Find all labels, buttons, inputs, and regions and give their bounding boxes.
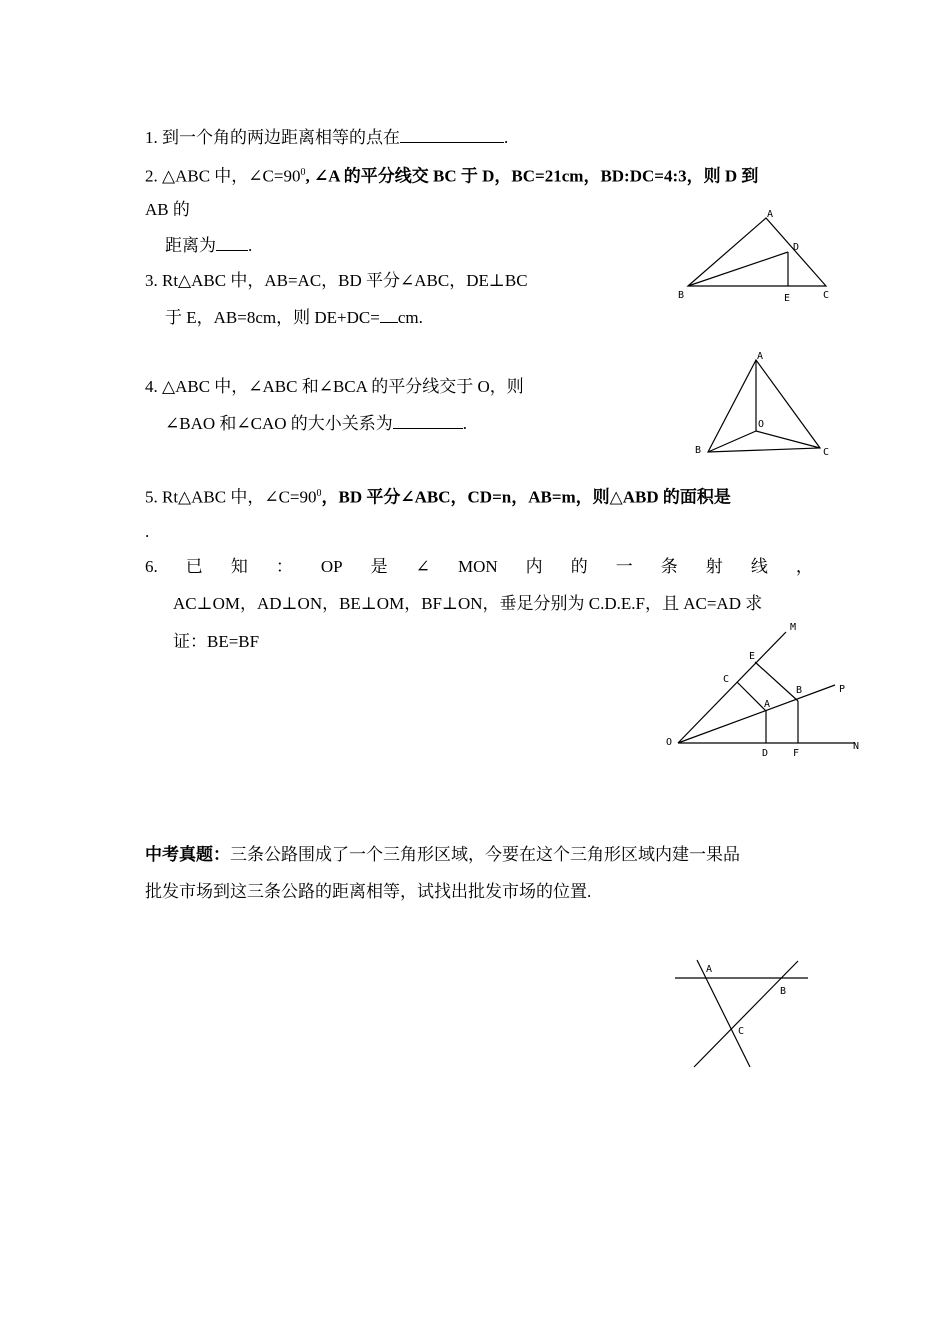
fig2-label-a: A — [757, 351, 764, 362]
q6-token: ： — [275, 557, 293, 576]
fig3-label-o: O — [666, 737, 673, 748]
q5-line2: . — [145, 522, 150, 541]
fig2-label-c: C — [823, 447, 830, 458]
q6-token: 的 — [570, 557, 588, 576]
q4-line2 — [165, 412, 467, 435]
q6-token: MON — [457, 557, 498, 576]
fig2-label-b: B — [695, 445, 702, 456]
figure-triangle-o — [690, 345, 840, 460]
exam-label: 中考真题： — [145, 845, 230, 864]
exam-line1 — [145, 844, 740, 866]
exam-text-1: 三条公路围成了一个三角形区域，今要在这个三角形区域内建一果品 — [230, 845, 740, 864]
fig2-segment-co — [756, 431, 820, 448]
fig3-label-m: M — [790, 622, 797, 633]
q3-line2 — [165, 306, 423, 329]
fig3-ray-om — [678, 632, 786, 743]
q4-text: ∠BAO 和∠CAO 的大小关系为 — [165, 414, 393, 433]
fig3-label-d: D — [762, 748, 769, 759]
q6-token: 内 — [525, 557, 543, 576]
fig4-label-c: C — [738, 1026, 745, 1037]
q1-blank[interactable] — [400, 126, 504, 143]
fig2-triangle — [708, 360, 820, 452]
fig3-label-n: N — [853, 741, 860, 752]
question-1 — [145, 126, 508, 149]
q2-line2: AB 的 — [145, 200, 190, 219]
q2-distance-label: 距离为 — [165, 236, 216, 255]
q6-token: 是 — [370, 557, 388, 576]
fig1-label-c: C — [823, 290, 830, 301]
fig3-label-b: B — [796, 685, 803, 696]
q1-text: 1. 到一个角的两边距离相等的点在 — [145, 128, 400, 147]
q6-token: ， — [795, 557, 813, 576]
fig4-road-bc — [694, 961, 798, 1067]
fig1-label-e: E — [784, 293, 791, 304]
q6-token: 射 — [705, 557, 723, 576]
q3-blank[interactable] — [380, 306, 398, 323]
figure-three-roads — [670, 955, 815, 1075]
figure-angle-mon — [660, 615, 870, 765]
q4-line1: 4. △ABC 中，∠ABC 和∠BCA 的平分线交于 O，则 — [145, 377, 524, 396]
q6-line2: AC⊥OM，AD⊥ON，BE⊥OM，BF⊥ON，垂足分别为 C.D.E.F，且 AC=AD 求 — [173, 594, 763, 613]
q6-token: 知 — [230, 557, 248, 576]
q2-end: . — [248, 236, 253, 255]
fig4-road-ac — [697, 960, 750, 1067]
fig1-triangle — [688, 218, 826, 286]
q6-token: 一 — [615, 557, 633, 576]
q3-line1: 3. Rt△ABC 中，AB=AC，BD 平分∠ABC，DE⊥BC — [145, 271, 528, 290]
exam-line2: 批发市场到这三条公路的距离相等，试找出批发市场的位置. — [145, 882, 592, 901]
q6-token: OP — [320, 557, 343, 576]
q6-token: 6. — [145, 557, 158, 576]
q6-token: 线 — [750, 557, 768, 576]
question-5 — [145, 483, 731, 509]
q6-line1 — [145, 556, 813, 578]
fig2-segment-bo — [708, 431, 756, 452]
fig3-label-a: A — [764, 699, 771, 710]
q5-line1b: ，BD 平分∠ABC，CD=n，AB=m，则△ABD 的面积是 — [321, 487, 731, 507]
fig3-label-f: F — [793, 748, 800, 759]
q5-line1a: 5. Rt△ABC 中，∠C=90 — [145, 487, 317, 507]
fig3-label-e: E — [749, 651, 756, 662]
question-2 — [145, 162, 758, 188]
q6-line3: 证：BE=BF — [173, 632, 260, 651]
q2-sup: 0 — [300, 167, 306, 178]
q2-line1b: , ∠A 的平分线交 BC 于 D，BC=21cm，BD:DC=4:3，则 D 到 — [305, 166, 759, 186]
q6-token: 已 — [185, 557, 203, 576]
q3-unit: cm. — [397, 308, 423, 327]
fig4-label-a: A — [706, 964, 713, 975]
q2-line3 — [165, 234, 252, 257]
fig4-label-b: B — [780, 986, 787, 997]
q3-text: 于 E，AB=8cm，则 DE+DC= — [165, 308, 380, 327]
fig1-label-d: D — [793, 242, 800, 253]
fig2-label-o: O — [758, 419, 765, 430]
fig1-segment-bd — [688, 252, 788, 286]
q4-end: . — [462, 414, 468, 433]
q2-line1: 2. △ABC 中，∠C=90 — [145, 166, 301, 186]
fig3-label-p: P — [839, 684, 846, 695]
fig3-ray-op — [678, 685, 835, 743]
q6-token: 条 — [660, 557, 678, 576]
fig3-segment-ca — [737, 682, 766, 711]
fig1-label-a: A — [767, 209, 774, 220]
q4-blank[interactable] — [393, 412, 463, 429]
q2-blank[interactable] — [216, 234, 248, 251]
figure-triangle-bd — [670, 200, 840, 310]
q5-sup: 0 — [316, 488, 322, 499]
fig3-segment-eb — [755, 662, 798, 701]
fig1-label-b: B — [678, 290, 685, 301]
q6-token: ∠ — [415, 557, 430, 576]
fig3-label-c: C — [723, 674, 730, 685]
q1-end: . — [504, 128, 509, 147]
